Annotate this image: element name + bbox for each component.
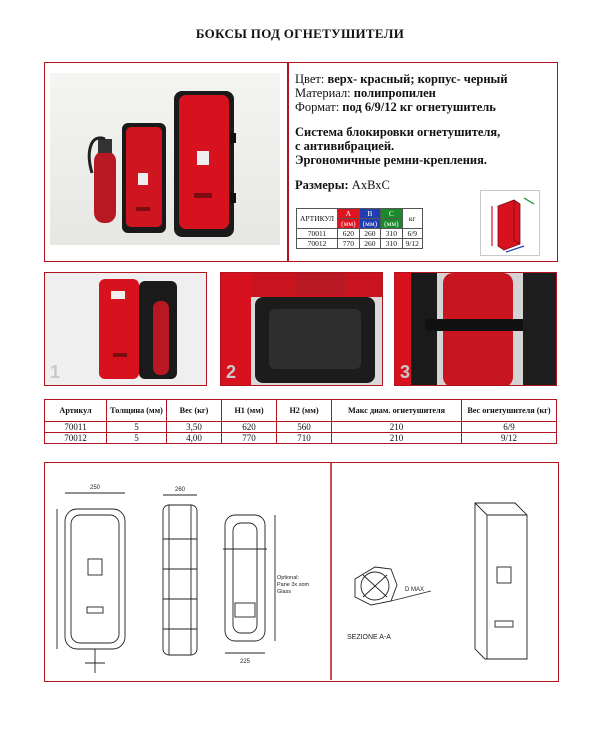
width-label: 250 <box>89 485 101 491</box>
table-row: 70011 5 3,50 620 560 210 6/9 <box>45 422 557 433</box>
optional-label: Optional: <box>277 575 300 581</box>
photo-3 <box>394 272 557 386</box>
technical-drawings <box>44 462 559 682</box>
spec-header-row: АРТИКУЛ A B C кг <box>297 209 423 219</box>
product-info <box>295 72 555 192</box>
product-photo <box>50 73 280 245</box>
product-image <box>50 73 280 245</box>
format-line: Формат: под 6/9/12 кг огнетушитель <box>295 100 496 114</box>
features: Система блокировки огнетушителя, с антивибрацией. Эргономичные ремни-крепления. <box>295 125 501 167</box>
material-line: Материал: полипропилен <box>295 86 436 100</box>
table-row: 70012 5 4,00 770 710 210 9/12 <box>45 433 557 444</box>
dmax-label: D MAX <box>405 587 425 593</box>
photo-number: 3 <box>400 362 411 382</box>
photo-1 <box>44 272 207 386</box>
section-label: SEZIONE A-A <box>347 634 391 641</box>
color-line: Цвет: верх- красный; корпус- черный <box>295 72 508 86</box>
spec-table <box>296 208 423 249</box>
table-header-row: Артикул Толщина (мм) Вес (кг) H1 (мм) H2 (мм) Макс диам. огнетушителя Вес огнетушителя (кг) <box>45 400 557 422</box>
spec-row: 70011 620 260 310 6/9 <box>297 229 423 239</box>
side-width-label: 260 <box>174 487 186 493</box>
optional-label: Pane 3x som <box>277 582 310 588</box>
dimension-icon <box>480 190 540 256</box>
optional-label: Glass <box>277 589 292 595</box>
page-title: БОКСЫ ПОД ОГНЕТУШИТЕЛИ <box>195 26 405 41</box>
photo-number: 1 <box>50 362 61 382</box>
spec-row: 70012 770 260 310 9/12 <box>297 239 423 249</box>
spec-subheader-row: (мм) (мм) (мм) <box>297 219 423 229</box>
sizes-line: Размеры: АхВхС <box>295 178 390 192</box>
drawing-svg <box>45 463 557 680</box>
open-width-label: 225 <box>239 659 251 665</box>
panel-divider <box>287 62 289 262</box>
photo-number: 2 <box>226 362 237 382</box>
photo-2 <box>220 272 383 386</box>
data-table <box>44 399 557 444</box>
